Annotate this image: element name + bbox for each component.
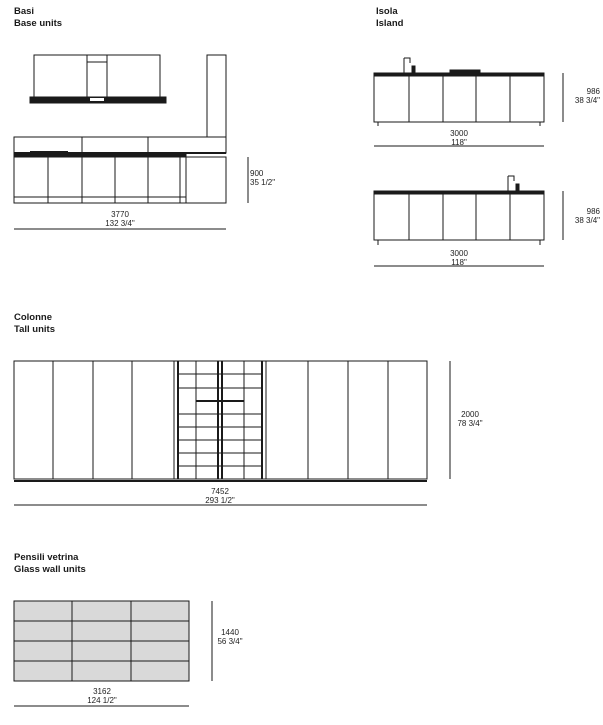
tall-height-dimension [446, 410, 494, 428]
glass-height-dimension [212, 628, 248, 646]
tall-title-en: Tall units [14, 324, 55, 335]
glass-width-mm: 3162 [93, 687, 111, 696]
open-shelving [178, 361, 262, 479]
island-2-height-mm: 986 [586, 207, 600, 216]
glass-width-in: 124 1/2" [87, 696, 117, 705]
glass-title-en: Glass wall units [14, 564, 86, 575]
base-height-dimension [250, 169, 286, 187]
hood-canopy [34, 55, 160, 97]
tall-units-drawing [14, 361, 450, 505]
glass-height-mm: 1440 [221, 628, 239, 637]
island-2-height-in: 38 3/4" [574, 216, 600, 225]
glass-height-in: 56 3/4" [217, 637, 243, 646]
base-side-unit [186, 157, 226, 203]
base-height-mm: 900 [250, 169, 264, 178]
tall-width-dimension [180, 487, 260, 505]
base-title [14, 6, 62, 30]
base-width-dimension [80, 210, 160, 228]
island-1-height-dimension [562, 87, 600, 105]
tall-width-in: 293 1/2" [205, 496, 235, 505]
tall-title [14, 312, 55, 336]
base-units-drawing [14, 55, 248, 229]
island-1-height-in: 38 3/4" [574, 96, 600, 105]
island-1-height-mm: 986 [586, 87, 600, 96]
island-2-height-dimension [562, 207, 600, 225]
island-1-width-in: 118" [451, 138, 467, 147]
island-title [376, 6, 403, 30]
faucet [508, 176, 514, 191]
island-title-it: Isola [376, 6, 398, 17]
side-tall-panel [207, 55, 226, 137]
base-title-en: Base units [14, 18, 63, 29]
island-2-width-dimension [419, 249, 499, 267]
glass-title-it: Pensili vetrina [14, 552, 79, 563]
island-1-width-dimension [419, 129, 499, 147]
tall-width-mm: 7452 [211, 487, 229, 496]
base-height-in: 35 1/2" [250, 178, 276, 187]
base-title-it: Basi [14, 6, 35, 17]
base-width-mm: 3770 [111, 210, 129, 219]
island-1-width-mm: 3000 [450, 129, 468, 138]
island-2-width-mm: 3000 [450, 249, 468, 258]
tall-height-in: 78 3/4" [457, 419, 483, 428]
glass-width-dimension [62, 687, 142, 705]
base-width-in: 132 3/4" [105, 219, 135, 228]
tall-height-mm: 2000 [461, 410, 479, 419]
glass-title [14, 552, 86, 576]
faucet [404, 58, 410, 73]
upper-open-units [14, 137, 226, 153]
island-2-width-in: 118" [451, 258, 467, 267]
island-title-en: Island [376, 18, 404, 29]
tall-title-it: Colonne [14, 312, 52, 323]
base-cabinets [14, 157, 186, 203]
